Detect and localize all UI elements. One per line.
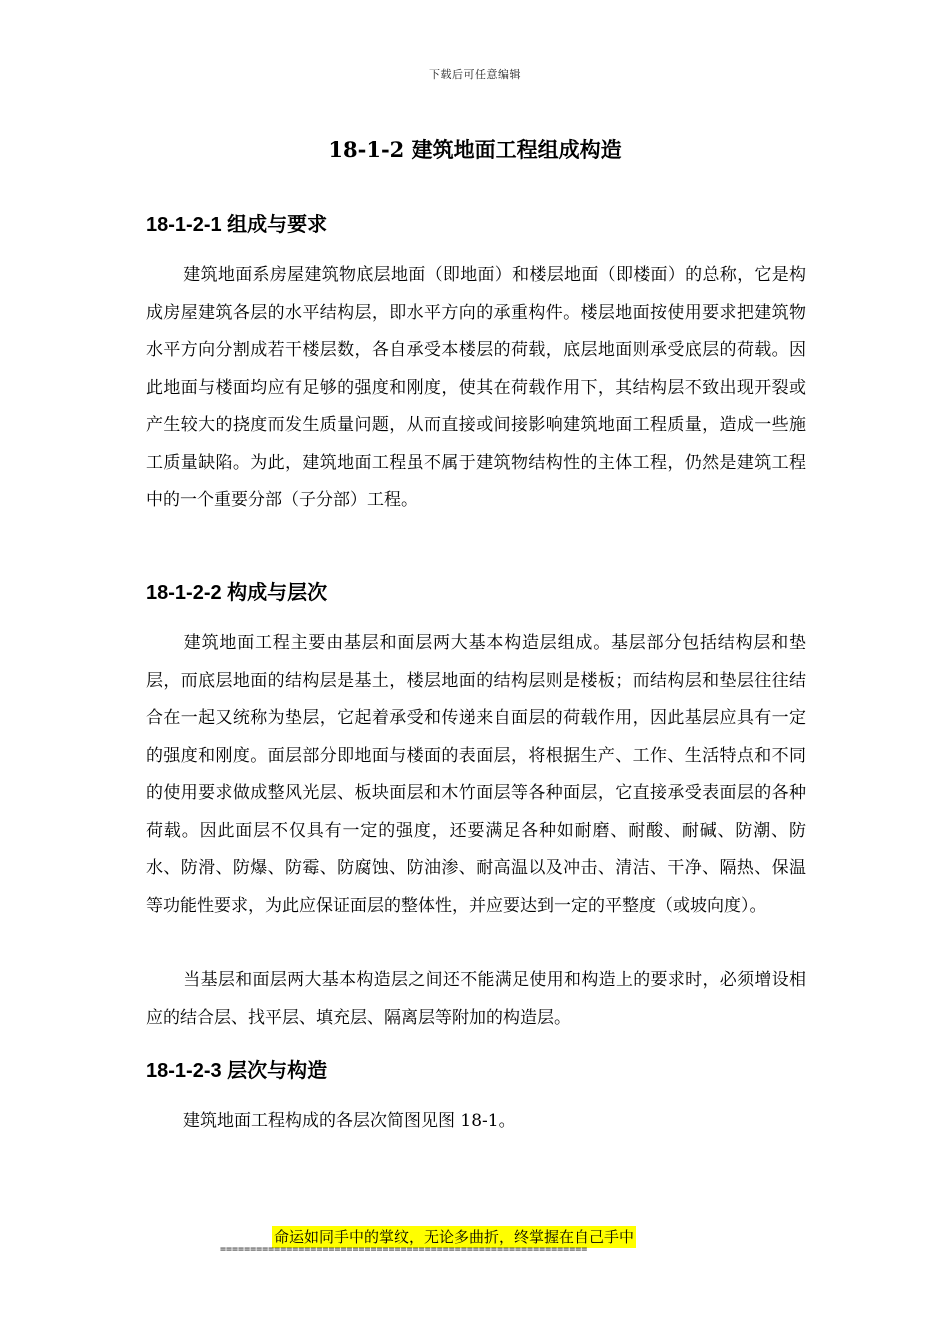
paragraph-text: 建筑地面工程主要由基层和面层两大基本构造层组成。基层部分包括结构层和垫层，而底层地面的结构层是基土，楼层地面的结构层则是楼板；而结构层和垫层往往结合在一起又统称为垫层，它起着承受和传递来自面层的荷载作用，因此基层应具有一定的强度和刚度。面层部分即地面与楼面的表面层，将根据生产、工作、生活特点和不同的使用要求做成整风光层、板块面层和木竹面层等各种面层，它直接承受表面层的各种荷载。因此面层不仅具有一定的强度，还要满足各种如耐磨、耐酸、耐碱、防潮、防水、防滑、防爆、防霉、防腐蚀、防油渗、耐高温以及冲击、清洁、干净、隔热、保温等功能性要求，为此应保证面层的整体性，并应要达到一定的平整度（或坡向度）。 (146, 633, 806, 916)
section-heading-1: 18-1-2-1 组成与要求 (146, 214, 328, 236)
section-2-paragraph-2 (146, 962, 806, 1037)
section-2-paragraph-1 (146, 625, 806, 925)
section-heading-3: 18-1-2-3 层次与构造 (146, 1060, 328, 1082)
paragraph-text: 当基层和面层两大基本构造层之间还不能满足使用和构造上的要求时，必须增设相应的结合层、找平层、填充层、隔离层等附加的构造层。 (146, 970, 806, 1028)
paragraph-text: 建筑地面系房屋建筑物底层地面（即地面）和楼层地面（即楼面）的总称，它是构成房屋建筑各层的水平结构层，即水平方向的承重构件。楼层地面按使用要求把建筑物水平方向分割成若干楼层数，各自承受本楼层的荷载，底层地面则承受底层的荷载。因此地面与楼面均应有足够的强度和刚度，使其在荷载作用下，其结构层不致出现开裂或产生较大的挠度而发生质量问题，从而直接或间接影响建筑地面工程质量，造成一些施工质量缺陷。为此，建筑地面工程虽不属于建筑物结构性的主体工程，仍然是建筑工程中的一个重要分部（子分部）工程。 (146, 265, 806, 510)
header-note: 下载后可任意编辑 (429, 68, 521, 81)
document-title: 18-1-2 建筑地面工程组成构造 (328, 137, 622, 162)
section-3-paragraph-1 (146, 1103, 806, 1141)
section-1-paragraph-1 (146, 257, 806, 520)
section-heading-2: 18-1-2-2 构成与层次 (146, 582, 328, 604)
paragraph-text: 建筑地面工程构成的各层次简图见图 18-1。 (183, 1111, 516, 1131)
footer-motto: 命运如同手中的掌纹，无论多曲折，终掌握在自己手中 (274, 1228, 635, 1246)
footer-rule: ============================================================= (220, 1244, 588, 1255)
